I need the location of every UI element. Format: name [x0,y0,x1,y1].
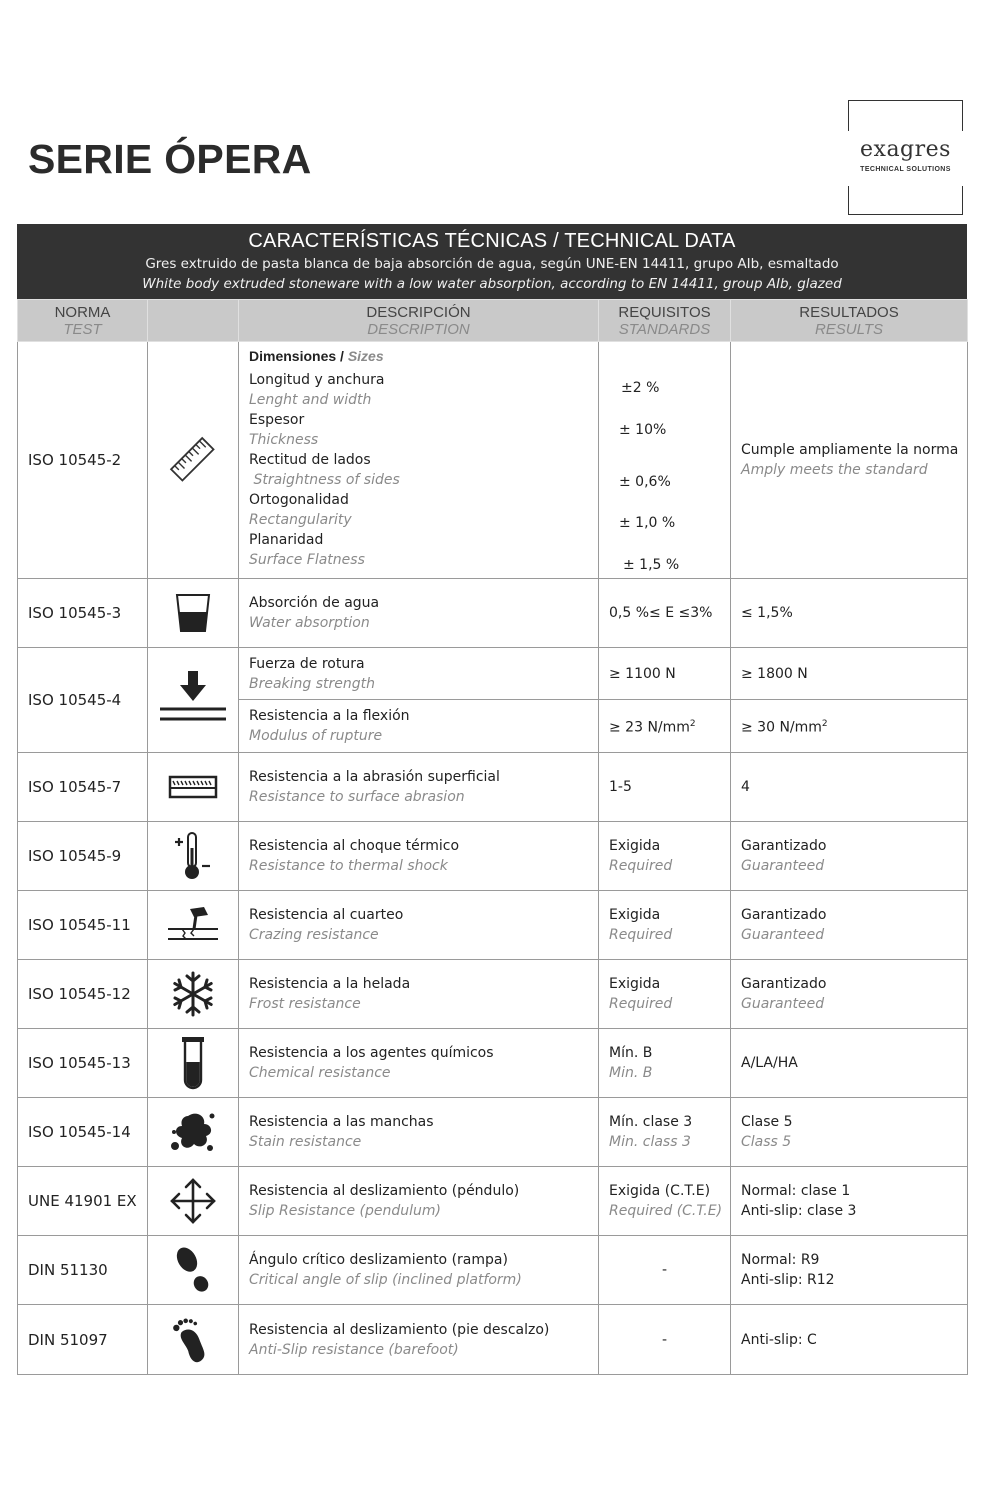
result-cell: Clase 5 Class 5 [731,1098,968,1167]
description-cell: Resistencia a la abrasión superficial Resistance to surface abrasion [239,753,599,822]
dim-item-es: Longitud y anchura [249,372,385,388]
thermometer-icon [148,822,239,891]
dimensions-heading-en: Sizes [347,348,384,364]
table-row [18,579,968,648]
description-cell: Resistencia al choque térmico Resistance to thermal shock [239,822,599,891]
data-table [17,299,968,1375]
norma-cell: ISO 10545-14 [18,1098,148,1167]
dim-item-es: Espesor [249,412,305,428]
norma-cell: ISO 10545-12 [18,960,148,1029]
requirement-cell: 1-5 [599,753,731,822]
result-cell: 4 [731,753,968,822]
norma-cell: ISO 10545-9 [18,822,148,891]
dim-result-en: Amply meets the standard [741,462,928,478]
result-cell: Garantizado Guaranteed [731,960,968,1029]
dim-req: ±2 % [621,380,660,396]
stain-splash-icon [148,1098,239,1167]
norma-cell: ISO 10545-7 [18,753,148,822]
shoe-print-icon [148,1236,239,1305]
requirement-cell: Exigida Required [599,960,731,1029]
requirement-cell: ≥ 23 $N/mm^2$ [599,700,731,753]
page-title: SERIE ÓPERA [28,136,312,182]
result-cell: A/LA/HA [731,1029,968,1098]
crazing-hammer-icon [148,891,239,960]
table-subtitle-es: Gres extruido de pasta blanca de baja absorción de agua, según UNE-EN 14411, grupo AIb, esmaltado [145,256,839,272]
table-row [18,1305,968,1375]
description-cell: Ángulo crítico deslizamiento (rampa) Critical angle of slip (inclined platform) [239,1236,599,1305]
dim-item-en: Straightness of sides [249,472,400,488]
description-cell: Absorción de agua Water absorption [239,579,599,648]
description-cell: Resistencia a los agentes químicos Chemical resistance [239,1029,599,1098]
exagres-logo [848,100,963,215]
requirement-cell: Exigida Required [599,822,731,891]
description-cell: Resistencia a la flexión Modulus of rupture [239,700,599,753]
result-cell: Anti-slip: C [731,1305,968,1375]
result-cell: Garantizado Guaranteed [731,891,968,960]
dim-item-en: Surface Flatness [249,552,365,568]
snowflake-icon [148,960,239,1029]
result-cell: ≥ 30 $N/mm^2$ [731,700,968,753]
requirement-cell: - [599,1236,731,1305]
table-row [18,1098,968,1167]
table-row [18,342,968,579]
description-cell: Resistencia al cuarteo Crazing resistance [239,891,599,960]
col-header-resultados: RESULTADOS RESULTS [731,300,968,342]
dim-req: ± 10% [619,422,667,438]
norma-cell: ISO 10545-2 [18,342,148,579]
table-row [18,648,968,700]
norma-cell: ISO 10545-4 [18,648,148,753]
description-cell: Resistencia al deslizamiento (pie descalzo) Anti-Slip resistance (barefoot) [239,1305,599,1375]
test-tube-icon [148,1029,239,1098]
description-cell: Resistencia a la helada Frost resistance [239,960,599,1029]
result-cell [731,342,968,579]
bare-foot-icon [148,1305,239,1375]
dim-item-en: Lenght and width [249,392,372,408]
col-header-descripcion: DESCRIPCIÓN DESCRIPTION [239,300,599,342]
dim-item-es: Rectitud de lados [249,452,371,468]
requirement-cell: Mín. clase 3 Min. class 3 [599,1098,731,1167]
table-row [18,753,968,822]
result-cell: Normal: R9 Anti-slip: R12 [731,1236,968,1305]
table-title: CARACTERÍSTICAS TÉCNICAS / TECHNICAL DATA [248,230,736,252]
technical-data-table [17,224,967,1375]
dim-item-en: Rectangularity [249,512,352,528]
table-title-banner [17,224,967,299]
table-row [18,1236,968,1305]
table-subtitle-en: White body extruded stoneware with a low water absorption, according to EN 14411, group AIb, glazed [142,276,842,292]
description-cell: Resistencia al deslizamiento (péndulo) Slip Resistance (pendulum) [239,1167,599,1236]
requirement-cell [599,342,731,579]
dim-result-es: Cumple ampliamente la norma [741,442,959,458]
water-glass-icon [148,579,239,648]
requirement-cell: - [599,1305,731,1375]
dim-req: ± 0,6% [619,474,671,490]
col-header-norma: NORMA TEST [18,300,148,342]
column-header-row [18,300,968,342]
requirement-cell: Exigida Required [599,891,731,960]
requirement-cell: Exigida (C.T.E) Required (C.T.E) [599,1167,731,1236]
norma-cell: ISO 10545-11 [18,891,148,960]
table-row [18,960,968,1029]
result-cell: ≥ 1800 N [731,648,968,700]
dimensions-heading-es: Dimensiones / [249,348,344,364]
table-row [18,822,968,891]
logo-tagline: TECHNICAL SOLUTIONS [860,166,951,173]
description-cell: Fuerza de rotura Breaking strength [239,648,599,700]
norma-cell: DIN 51097 [18,1305,148,1375]
norma-cell: ISO 10545-3 [18,579,148,648]
norma-cell: ISO 10545-13 [18,1029,148,1098]
logo-wordmark: exagres [860,137,951,162]
table-row [18,1029,968,1098]
requirement-cell: 0,5 %≤ E ≤3% [599,579,731,648]
result-cell: ≤ 1,5% [731,579,968,648]
norma-cell: UNE 41901 EX [18,1167,148,1236]
col-header-requisitos: REQUISITOS STANDARDS [599,300,731,342]
table-row [18,1167,968,1236]
breaking-force-icon [148,648,239,753]
norma-cell: DIN 51130 [18,1236,148,1305]
table-row [18,891,968,960]
dim-item-es: Ortogonalidad [249,492,349,508]
ruler-icon [148,342,239,579]
dim-item-en: Thickness [249,432,319,448]
result-cell: Normal: clase 1 Anti-slip: clase 3 [731,1167,968,1236]
dim-item-es: Planaridad [249,532,324,548]
dim-req: ± 1,5 % [623,557,680,573]
requirement-cell: ≥ 1100 N [599,648,731,700]
requirement-cell: Mín. B Min. B [599,1029,731,1098]
col-header-icon [148,300,239,342]
dim-req: ± 1,0 % [619,515,676,531]
slip-arrows-icon [148,1167,239,1236]
abrasion-icon [148,753,239,822]
result-cell: Garantizado Guaranteed [731,822,968,891]
description-cell: Resistencia a las manchas Stain resistance [239,1098,599,1167]
description-cell [239,342,599,579]
